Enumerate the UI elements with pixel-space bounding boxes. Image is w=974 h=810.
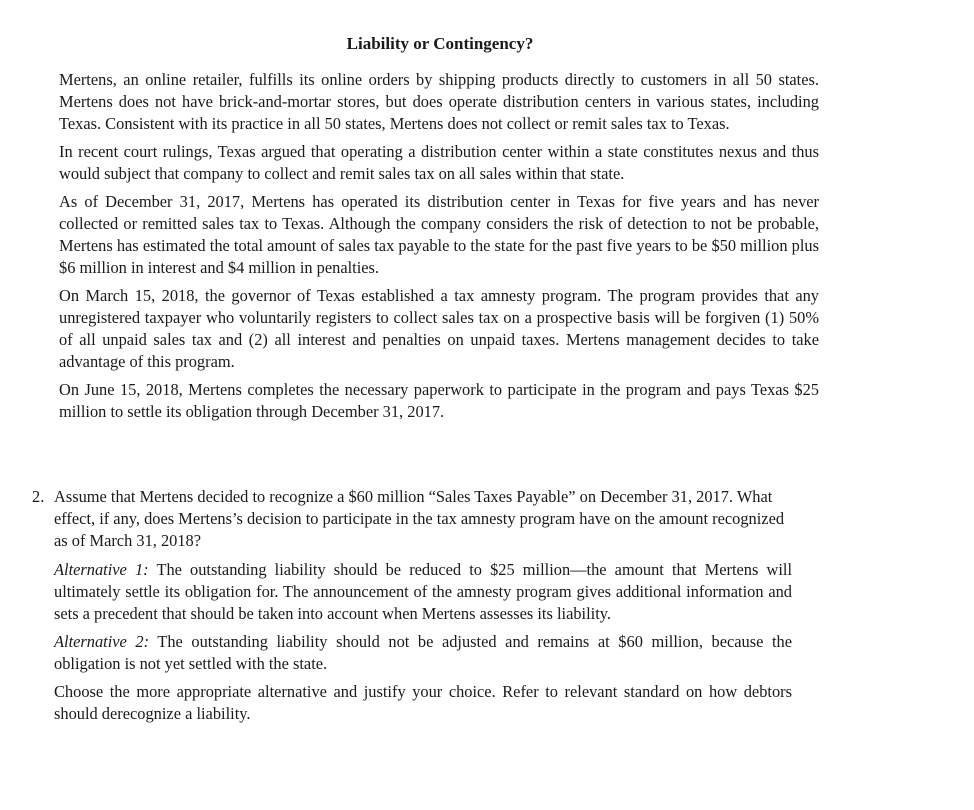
case-paragraph: As of December 31, 2017, Mertens has operated its distribution center in Texas for five years and has never collected or remitted sales tax to Texas. Although the company considers the risk of detection to not be probable, Mertens has estimated the total amount of sales tax payable to the state for the past five years to be $50 million plus $6 million in interest and $4 million in penalties.: [59, 192, 819, 277]
alternative-1-text: The outstanding liability should be reduced to $25 million—the amount that Mertens will ultimately settle its obligation for. The announcement of the amnesty program gives additional information and sets a precedent that should be taken into account when Mertens assesses its liability.: [54, 560, 792, 623]
case-paragraph: Mertens, an online retailer, fulfills its online orders by shipping products directly to customers in all 50 states. Mertens does not have brick-and-mortar stores, but does operate distribution centers in various states, including Texas. Consistent with its practice in all 50 states, Mertens does not collect or remit sales tax to Texas.: [59, 70, 819, 133]
case-paragraph: On June 15, 2018, Mertens completes the necessary paperwork to participate in the program and pays Texas $25 million to settle its obligation through December 31, 2017.: [59, 380, 819, 421]
question-instruction: Choose the more appropriate alternative and justify your choice. Refer to relevant standard on how debtors should derecognize a liability.: [54, 682, 792, 723]
alternative-2-text: The outstanding liability should not be adjusted and remains at $60 million, because the obligation is not yet settled with the state.: [54, 632, 792, 673]
case-paragraph: On March 15, 2018, the governor of Texas established a tax amnesty program. The program provides that any unregistered taxpayer who voluntarily registers to collect sales tax on a prospective basis will be forgiven (1) 50% of all unpaid sales tax and (2) all interest and penalties on unpaid taxes. Mertens management decides to take advantage of this program.: [59, 286, 819, 371]
case-paragraph: In recent court rulings, Texas argued that operating a distribution center within a state constitutes nexus and thus would subject that company to collect and remit sales tax on all sales within that state.: [59, 142, 819, 183]
case-description: [59, 69, 819, 429]
question-body: [54, 486, 792, 731]
alternative-1: [54, 559, 792, 625]
question-number: 2.: [32, 487, 45, 506]
alternative-2-label: Alternative 2:: [54, 632, 150, 651]
alternative-1-label: Alternative 1:: [54, 560, 149, 579]
page-title: Liability or Contingency?: [346, 34, 534, 53]
alternative-2: [54, 631, 792, 675]
question-stem: Assume that Mertens decided to recognize a $60 million “Sales Taxes Payable” on December 31, 2017. What effect, if any, does Mertens’s decision to participate in the tax amnesty program have on the amount recognized as of March 31, 2018?: [54, 487, 785, 550]
question-block: [32, 486, 792, 731]
question-item: [32, 486, 792, 731]
